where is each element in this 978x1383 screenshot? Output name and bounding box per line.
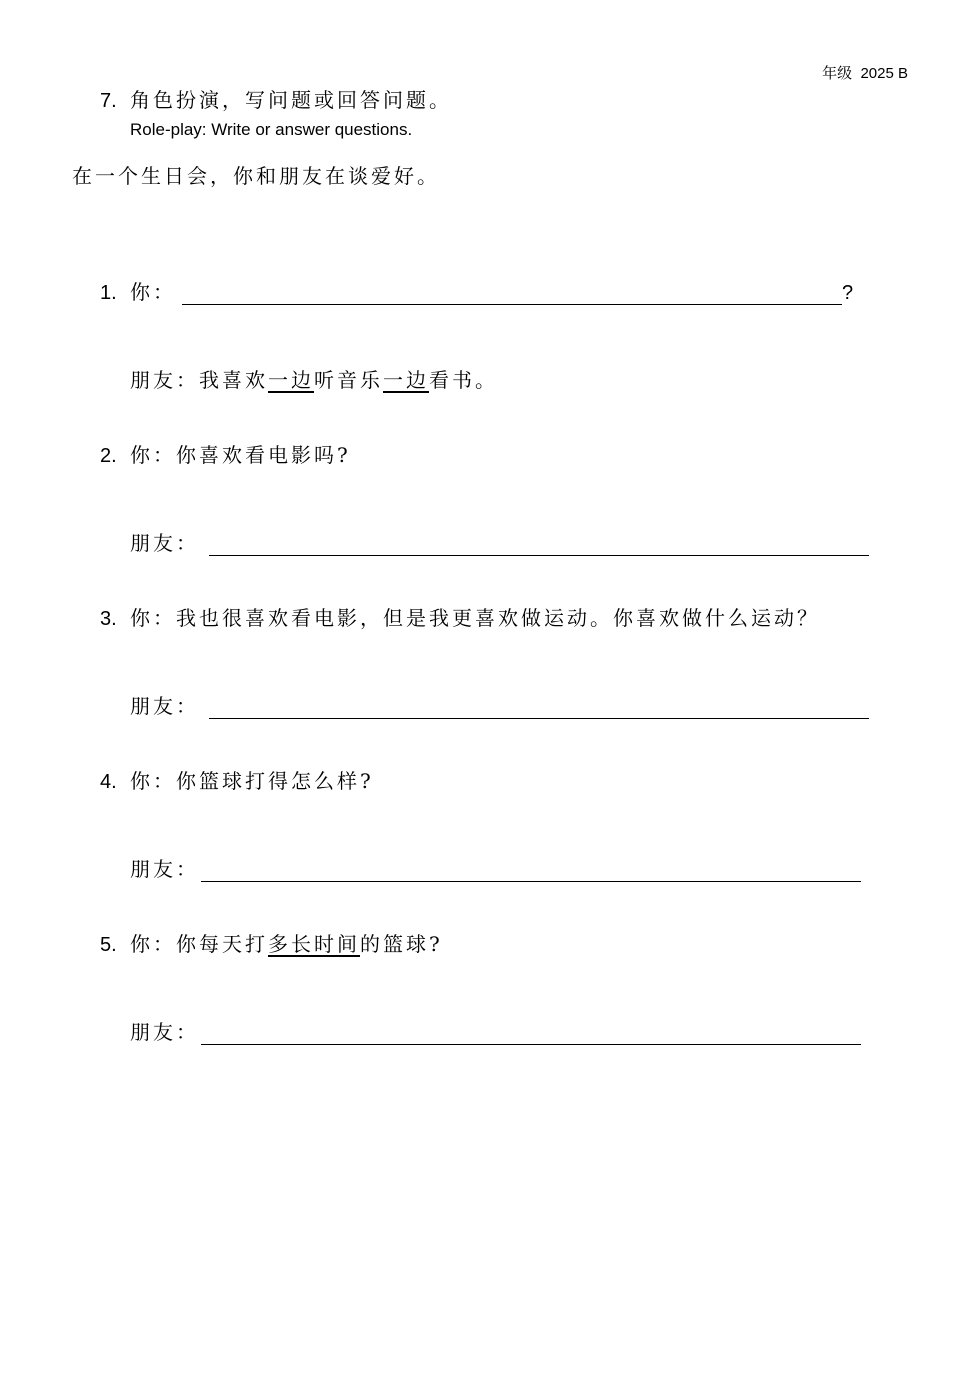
task-subtitle: Role-play: Write or answer questions. (130, 120, 413, 139)
grade-header (822, 62, 908, 83)
item-3-you-text: 我也很喜欢看电影，但是我更喜欢做运动。你喜欢做什么运动？ (176, 606, 820, 630)
item-2-question (100, 439, 351, 468)
task-title-text: 角色扮演，写问题或回答问题。 (130, 88, 452, 112)
item-3-friend-label: 朋友： (130, 694, 199, 718)
item-3-number: 3. (100, 608, 117, 630)
item-2-number: 2. (100, 445, 117, 467)
item-1-friend-underline-1: 一边 (268, 368, 314, 392)
item-5-you-underline: 多长时间 (268, 932, 360, 956)
item-2-answer-blank[interactable] (209, 535, 869, 556)
item-5-answer-blank[interactable] (201, 1024, 861, 1045)
item-5-you-pre: 你每天打 (176, 932, 268, 956)
item-2-you-text: 你喜欢看电影吗? (176, 443, 351, 467)
item-1-question (100, 276, 856, 305)
item-4-number: 4. (100, 771, 117, 793)
item-5-you-label: 你： (130, 932, 176, 956)
item-3-answer-blank[interactable] (209, 698, 869, 719)
item-3-question (100, 602, 820, 631)
item-4-answer-blank[interactable] (201, 861, 861, 882)
item-2-you-label: 你： (130, 443, 176, 467)
item-1-question-mark: ? (842, 282, 857, 304)
item-1-friend-underline-2: 一边 (383, 368, 429, 392)
item-2-friend-line (130, 527, 869, 556)
item-4-you-label: 你： (130, 769, 176, 793)
item-4-you-text: 你篮球打得怎么样? (176, 769, 374, 793)
item-4-friend-line (130, 853, 861, 882)
item-4-friend-label: 朋友： (130, 857, 199, 881)
item-1-friend-pre: 我喜欢 (199, 368, 268, 392)
grade-code: 2025 B (860, 65, 908, 82)
item-1-answer-blank[interactable] (182, 284, 842, 305)
item-3-friend-line (130, 690, 869, 719)
grade-label: 年级 (822, 65, 853, 82)
item-5-friend-label: 朋友： (130, 1020, 199, 1044)
item-1-you-label: 你： (130, 280, 176, 304)
item-2-friend-label: 朋友： (130, 531, 199, 555)
item-5-number: 5. (100, 934, 117, 956)
task-title (100, 84, 452, 113)
item-5-friend-line (130, 1016, 861, 1045)
item-5-you-post: 的篮球? (360, 932, 443, 956)
item-1-number: 1. (100, 282, 117, 304)
item-3-you-label: 你： (130, 606, 176, 630)
item-4-question (100, 765, 374, 794)
task-number: 7. (100, 90, 117, 112)
item-1-friend-mid: 听音乐 (314, 368, 383, 392)
item-1-friend-post: 看书。 (429, 368, 498, 392)
item-5-question (100, 928, 443, 957)
item-1-friend-label: 朋友： (130, 368, 199, 392)
scenario-text: 在一个生日会，你和朋友在谈爱好。 (72, 164, 440, 188)
item-1-friend-line (130, 364, 498, 393)
